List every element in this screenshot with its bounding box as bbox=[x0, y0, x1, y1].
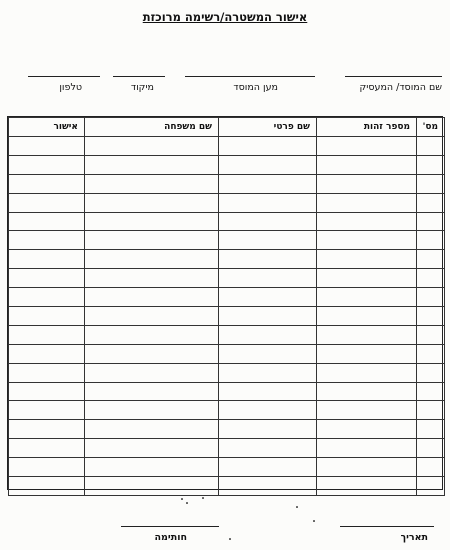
table-cell[interactable] bbox=[9, 363, 85, 382]
table-cell[interactable] bbox=[9, 288, 85, 307]
phone-line[interactable] bbox=[28, 76, 100, 77]
table-cell[interactable] bbox=[9, 155, 85, 174]
table-body bbox=[9, 137, 445, 496]
table-row bbox=[9, 325, 445, 344]
table-cell[interactable] bbox=[417, 269, 445, 288]
table-cell[interactable] bbox=[85, 193, 219, 212]
table-cell[interactable] bbox=[85, 137, 219, 156]
table-cell[interactable] bbox=[85, 382, 219, 401]
table-cell[interactable] bbox=[219, 155, 317, 174]
table-cell[interactable] bbox=[85, 174, 219, 193]
table-row bbox=[9, 155, 445, 174]
table-cell[interactable] bbox=[219, 174, 317, 193]
table-cell[interactable] bbox=[317, 269, 417, 288]
table-cell[interactable] bbox=[219, 325, 317, 344]
table-cell[interactable] bbox=[417, 307, 445, 326]
table-cell[interactable] bbox=[9, 401, 85, 420]
table-cell[interactable] bbox=[219, 420, 317, 439]
table-cell[interactable] bbox=[417, 458, 445, 477]
table-cell[interactable] bbox=[219, 288, 317, 307]
table-row bbox=[9, 307, 445, 326]
zip-label: מיקוד bbox=[130, 82, 154, 93]
employer-line[interactable] bbox=[345, 76, 442, 77]
table-cell[interactable] bbox=[417, 420, 445, 439]
table-cell[interactable] bbox=[417, 401, 445, 420]
address-line[interactable] bbox=[185, 76, 315, 77]
table-cell[interactable] bbox=[317, 439, 417, 458]
col-header-last-name: שם משפחה bbox=[85, 118, 219, 137]
table-row bbox=[9, 458, 445, 477]
table-cell[interactable] bbox=[219, 458, 317, 477]
table-cell[interactable] bbox=[317, 325, 417, 344]
table-cell[interactable] bbox=[317, 458, 417, 477]
table-cell[interactable] bbox=[9, 250, 85, 269]
table-cell[interactable] bbox=[417, 477, 445, 496]
table-cell[interactable] bbox=[219, 382, 317, 401]
table-cell[interactable] bbox=[9, 307, 85, 326]
table-cell[interactable] bbox=[219, 193, 317, 212]
table-row bbox=[9, 212, 445, 231]
col-header-number: מס' bbox=[417, 118, 445, 137]
table-cell[interactable] bbox=[85, 155, 219, 174]
table-cell[interactable] bbox=[9, 382, 85, 401]
table-cell[interactable] bbox=[219, 439, 317, 458]
table-cell[interactable] bbox=[85, 288, 219, 307]
table-row bbox=[9, 174, 445, 193]
scan-speck bbox=[313, 520, 315, 522]
table-row bbox=[9, 401, 445, 420]
zip-line[interactable] bbox=[113, 76, 165, 77]
table-cell[interactable] bbox=[85, 269, 219, 288]
phone-label: טלפון bbox=[59, 82, 82, 93]
table-cell[interactable] bbox=[85, 401, 219, 420]
table-cell[interactable] bbox=[417, 325, 445, 344]
signature-line[interactable] bbox=[121, 526, 219, 527]
table-header-row bbox=[9, 118, 445, 137]
table-row bbox=[9, 193, 445, 212]
table-cell[interactable] bbox=[417, 193, 445, 212]
table-row bbox=[9, 231, 445, 250]
table-cell[interactable] bbox=[85, 363, 219, 382]
table-row bbox=[9, 363, 445, 382]
table-cell[interactable] bbox=[85, 420, 219, 439]
table-cell[interactable] bbox=[417, 344, 445, 363]
table-cell[interactable] bbox=[9, 174, 85, 193]
table-row bbox=[9, 137, 445, 156]
table-cell[interactable] bbox=[9, 458, 85, 477]
col-header-approval: אישור bbox=[9, 118, 85, 137]
table-cell[interactable] bbox=[317, 307, 417, 326]
table-cell[interactable] bbox=[219, 477, 317, 496]
table-cell[interactable] bbox=[317, 212, 417, 231]
table-cell[interactable] bbox=[417, 288, 445, 307]
table-cell[interactable] bbox=[219, 250, 317, 269]
signature-label: חותימה bbox=[154, 532, 187, 543]
scan-speck bbox=[296, 506, 298, 508]
table-cell[interactable] bbox=[219, 344, 317, 363]
form-title: אישור המשטרה/רשימה מרוכזת bbox=[142, 10, 308, 24]
table-cell[interactable] bbox=[417, 382, 445, 401]
table-cell[interactable] bbox=[85, 477, 219, 496]
col-header-first-name: שם פרטי bbox=[219, 118, 317, 137]
table-cell[interactable] bbox=[85, 250, 219, 269]
table-row bbox=[9, 344, 445, 363]
table-cell[interactable] bbox=[85, 344, 219, 363]
table-cell[interactable] bbox=[9, 212, 85, 231]
table-row bbox=[9, 420, 445, 439]
table-cell[interactable] bbox=[317, 477, 417, 496]
table-cell[interactable] bbox=[317, 137, 417, 156]
table-cell[interactable] bbox=[317, 231, 417, 250]
table-row bbox=[9, 477, 445, 496]
table-cell[interactable] bbox=[85, 212, 219, 231]
table-cell[interactable] bbox=[9, 439, 85, 458]
table-cell[interactable] bbox=[9, 137, 85, 156]
table-cell[interactable] bbox=[9, 477, 85, 496]
table-cell[interactable] bbox=[9, 325, 85, 344]
table-row bbox=[9, 382, 445, 401]
date-label: תאריך bbox=[400, 532, 428, 543]
table-cell[interactable] bbox=[417, 439, 445, 458]
table-cell[interactable] bbox=[417, 137, 445, 156]
records-table bbox=[7, 116, 443, 490]
table-cell[interactable] bbox=[219, 137, 317, 156]
table-cell[interactable] bbox=[219, 363, 317, 382]
table-row bbox=[9, 439, 445, 458]
scan-speck bbox=[186, 502, 188, 504]
scan-speck bbox=[202, 497, 204, 499]
table-cell[interactable] bbox=[317, 250, 417, 269]
scan-speck bbox=[229, 538, 231, 540]
address-label: מען המוסד bbox=[233, 82, 278, 93]
table-cell[interactable] bbox=[417, 174, 445, 193]
table-cell[interactable] bbox=[219, 401, 317, 420]
table-cell[interactable] bbox=[317, 193, 417, 212]
table-cell[interactable] bbox=[317, 174, 417, 193]
table-row bbox=[9, 250, 445, 269]
table-cell[interactable] bbox=[219, 307, 317, 326]
date-line[interactable] bbox=[340, 526, 434, 527]
table-cell[interactable] bbox=[9, 420, 85, 439]
table-cell[interactable] bbox=[317, 401, 417, 420]
table-cell[interactable] bbox=[85, 325, 219, 344]
table-cell[interactable] bbox=[9, 344, 85, 363]
table-cell[interactable] bbox=[317, 363, 417, 382]
table-cell[interactable] bbox=[85, 458, 219, 477]
table-cell[interactable] bbox=[219, 212, 317, 231]
table-cell[interactable] bbox=[85, 439, 219, 458]
table-cell[interactable] bbox=[417, 155, 445, 174]
table-cell[interactable] bbox=[219, 269, 317, 288]
table-cell[interactable] bbox=[417, 363, 445, 382]
table-cell[interactable] bbox=[9, 231, 85, 250]
table-cell[interactable] bbox=[317, 155, 417, 174]
table-row bbox=[9, 269, 445, 288]
table-cell[interactable] bbox=[85, 231, 219, 250]
table-cell[interactable] bbox=[317, 420, 417, 439]
table-row bbox=[9, 288, 445, 307]
scan-speck bbox=[181, 498, 183, 500]
table-cell[interactable] bbox=[9, 193, 85, 212]
table-cell[interactable] bbox=[417, 212, 445, 231]
table-cell[interactable] bbox=[417, 250, 445, 269]
employer-label: שם המוסד/ המעסיק bbox=[359, 82, 442, 93]
table-cell[interactable] bbox=[317, 288, 417, 307]
table-cell[interactable] bbox=[219, 231, 317, 250]
table-cell[interactable] bbox=[317, 344, 417, 363]
col-header-id: מספר זהות bbox=[317, 118, 417, 137]
table-cell[interactable] bbox=[317, 382, 417, 401]
table-cell[interactable] bbox=[9, 269, 85, 288]
table-cell[interactable] bbox=[417, 231, 445, 250]
table-cell[interactable] bbox=[85, 307, 219, 326]
